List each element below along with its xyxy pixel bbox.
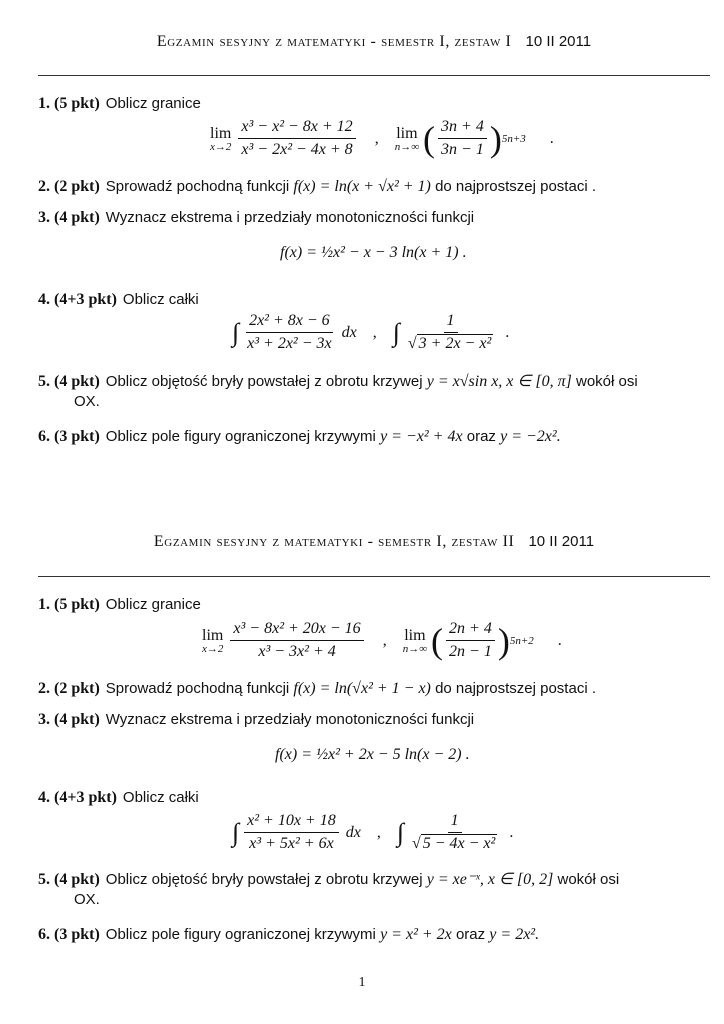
set1-int2-den-wrap: √ 3 + 2x − x² bbox=[407, 335, 492, 352]
set1-lim2-operator: lim n→∞ bbox=[394, 124, 420, 153]
set2-task6 bbox=[38, 925, 710, 945]
set2-limits: lim x→2 $\frac{\text{x³ − 8x² + 20x − 16}}{\text{x³ − 3x² + 4}}$ , lim n→∞ ( $\frac{2n + 4}{2n - 1}$ ) 5n+2 . bbox=[202, 620, 562, 661]
set1-task4 bbox=[38, 290, 710, 310]
set1-lim2-frac bbox=[438, 118, 487, 159]
set1-int1-den: x³ + 2x² − 3x bbox=[247, 335, 332, 352]
set2-lim2-den: 2n − 1 bbox=[449, 643, 492, 660]
page-number: 1 bbox=[358, 975, 366, 990]
set1-title bbox=[38, 33, 710, 51]
set1-limits: lim x→2 $\frac{\text{x³ − x² − 8x + 12}}{\text{x³ − 2x² − 4x + 8}}$ , lim n→∞ ( $\frac{3n + 4}{3n - 1}$ ) 5n+3 . bbox=[210, 118, 554, 159]
set2-rule bbox=[38, 576, 710, 577]
set1-int2-den: 3 + 2x − x² bbox=[418, 335, 492, 352]
set1-task5 bbox=[38, 372, 710, 412]
set2-task4-text: Oblicz całki bbox=[122, 789, 199, 806]
set1-task1 bbox=[38, 94, 710, 114]
set1-rule bbox=[38, 75, 710, 76]
set1-task4-num: 4. (4+3 pkt) bbox=[38, 291, 117, 308]
set1-lim2-den: 3n − 1 bbox=[441, 141, 484, 158]
set1-lim1-frac bbox=[238, 118, 355, 159]
set2-int1-num: x² + 10x + 18 bbox=[244, 812, 339, 833]
set1-task1-text: Oblicz granice bbox=[105, 95, 201, 112]
set1-task4-text: Oblicz całki bbox=[122, 291, 199, 308]
set1-int2-num: 1 bbox=[444, 312, 458, 333]
set2-task2-text: Sprowadź pochodną funkcji bbox=[105, 680, 290, 697]
set2-int2-num: 1 bbox=[448, 812, 462, 833]
set2-task3 bbox=[38, 710, 710, 730]
set2-lim1-den: x³ − 3x² + 4 bbox=[258, 643, 336, 660]
set2-lim2-frac bbox=[446, 620, 495, 661]
set1-title-text: Egzamin sesyjny z matematyki - semestr I, zestaw I bbox=[156, 33, 512, 50]
set2-task4-num: 4. (4+3 pkt) bbox=[38, 789, 117, 806]
set1-task5-num: 5. (4 pkt) bbox=[38, 373, 100, 390]
set2-lim2-operator: lim n→∞ bbox=[402, 626, 428, 655]
set2-lim2-sub: n→∞ bbox=[402, 642, 428, 655]
set2-integrals: ∫ $\frac{\text{x² + 10x + 18}}{\text{x³ + 5x² + 6x}}$ dx , ∫ $\frac{1}{\text{√ 5 − 4x − x²}}$ . bbox=[232, 812, 514, 852]
set1-task1-num: 1. (5 pkt) bbox=[38, 95, 100, 112]
set2-task2-math: f(x) = ln(√x² + 1 − x) bbox=[293, 680, 431, 697]
set2-date: 10 II 2011 bbox=[528, 533, 595, 550]
set2-task2 bbox=[38, 679, 710, 699]
set1-task2-text: Sprowadź pochodną funkcji bbox=[105, 178, 290, 195]
set1-lim1-den: x³ − 2x² − 4x + 8 bbox=[241, 141, 353, 158]
set2-lim2-exp: 5n+2 bbox=[509, 634, 534, 647]
set1-task3 bbox=[38, 208, 710, 228]
set2-int1-den: x³ + 5x² + 6x bbox=[249, 835, 334, 852]
set2-task6-math2: y = 2x². bbox=[489, 926, 540, 943]
set2-task1 bbox=[38, 595, 710, 615]
set1-int1-frac bbox=[244, 312, 335, 353]
set1-task6-math: y = −x² + 4x bbox=[380, 428, 463, 445]
set1-lim2-exp: 5n+3 bbox=[501, 132, 526, 145]
set2-task2-after: do najprostszej postaci . bbox=[435, 680, 596, 697]
set1-integrals: ∫ $\frac{\text{2x² + 8x − 6}}{\text{x³ + 2x² − 3x}}$ dx , ∫ $\frac{1}{\text{√ 3 + 2x − x²}}$ . bbox=[232, 312, 510, 352]
set2-task2-num: 2. (2 pkt) bbox=[38, 680, 100, 697]
set2-task5-text: Oblicz objętość bryły powstałej z obrotu krzywej bbox=[105, 871, 423, 888]
set2-lim1-operator: lim x→2 bbox=[202, 626, 224, 655]
set1-lim1-sub: x→2 bbox=[210, 140, 232, 153]
set1-int2-frac bbox=[405, 312, 496, 353]
set2-task3-text: Wyznacz ekstrema i przedziały monotoniczności funkcji bbox=[105, 711, 475, 728]
set2-lim1-sub: x→2 bbox=[202, 642, 224, 655]
set1-task2-num: 2. (2 pkt) bbox=[38, 178, 100, 195]
set2-task5-after: wokół osi bbox=[557, 871, 620, 888]
set2-int2-den: 5 − 4x − x² bbox=[422, 835, 496, 852]
set2-task3-num: 3. (4 pkt) bbox=[38, 711, 100, 728]
set1-task2 bbox=[38, 177, 710, 197]
set1-lim2-sub: n→∞ bbox=[394, 140, 420, 153]
set2-task5-num: 5. (4 pkt) bbox=[38, 871, 100, 888]
set2-int2-frac bbox=[409, 812, 500, 853]
set2-lim1-frac bbox=[230, 620, 363, 661]
set1-lim1-num: x³ − x² − 8x + 12 bbox=[238, 118, 355, 139]
set2-title-text: Egzamin sesyjny z matematyki - semestr I, zestaw II bbox=[153, 533, 515, 550]
set2-function bbox=[275, 746, 470, 764]
set1-task5-text: Oblicz objętość bryły powstałej z obrotu krzywej bbox=[105, 373, 423, 390]
set1-task3-text: Wyznacz ekstrema i przedziały monotoniczności funkcji bbox=[105, 209, 475, 226]
set2-int1-frac bbox=[244, 812, 339, 853]
set1-task5-after: wokół osi bbox=[575, 373, 638, 390]
set1-lim1-operator: lim x→2 bbox=[210, 124, 232, 153]
set1-task6-mid: oraz bbox=[466, 428, 496, 445]
set1-task6 bbox=[38, 427, 710, 447]
set2-title bbox=[38, 533, 710, 551]
set1-task6-math2: y = −2x². bbox=[500, 428, 561, 445]
set2-task5 bbox=[38, 870, 710, 910]
set2-lim2-num: 2n + 4 bbox=[446, 620, 495, 641]
set1-task2-after: do najprostszej postaci . bbox=[435, 178, 596, 195]
set2-function-text: f(x) = ½x² + 2x − 5 ln(x − 2) . bbox=[275, 746, 470, 763]
set2-task6-math: y = x² + 2x bbox=[380, 926, 452, 943]
set2-task5-math: y = xe⁻ˣ, x ∈ [0, 2] bbox=[426, 871, 554, 888]
set1-lim2-num: 3n + 4 bbox=[438, 118, 487, 139]
set2-task1-text: Oblicz granice bbox=[105, 596, 201, 613]
set2-task1-num: 1. (5 pkt) bbox=[38, 596, 100, 613]
set1-function-text: f(x) = ½x² − x − 3 ln(x + 1) . bbox=[280, 244, 467, 261]
set1-task5-line2: OX. bbox=[74, 393, 100, 410]
set2-int2-den-wrap: √ 5 − 4x − x² bbox=[411, 835, 496, 852]
set1-task6-text: Oblicz pole figury ograniczonej krzywymi bbox=[105, 428, 376, 445]
set1-task3-num: 3. (4 pkt) bbox=[38, 209, 100, 226]
set1-task6-num: 6. (3 pkt) bbox=[38, 428, 100, 445]
set1-int1-num: 2x² + 8x − 6 bbox=[246, 312, 333, 333]
set2-lim1-num: x³ − 8x² + 20x − 16 bbox=[230, 620, 363, 641]
set2-task6-text: Oblicz pole figury ograniczonej krzywymi bbox=[105, 926, 376, 943]
set2-task6-mid: oraz bbox=[455, 926, 486, 943]
set2-task6-num: 6. (3 pkt) bbox=[38, 926, 100, 943]
set1-date: 10 II 2011 bbox=[525, 33, 592, 50]
set2-task5-line2: OX. bbox=[74, 891, 100, 908]
set1-function bbox=[280, 244, 467, 262]
set2-task4 bbox=[38, 788, 710, 808]
set1-task2-math: f(x) = ln(x + √x² + 1) bbox=[293, 178, 431, 195]
set1-task5-math: y = x√sin x, x ∈ [0, π] bbox=[426, 373, 572, 390]
